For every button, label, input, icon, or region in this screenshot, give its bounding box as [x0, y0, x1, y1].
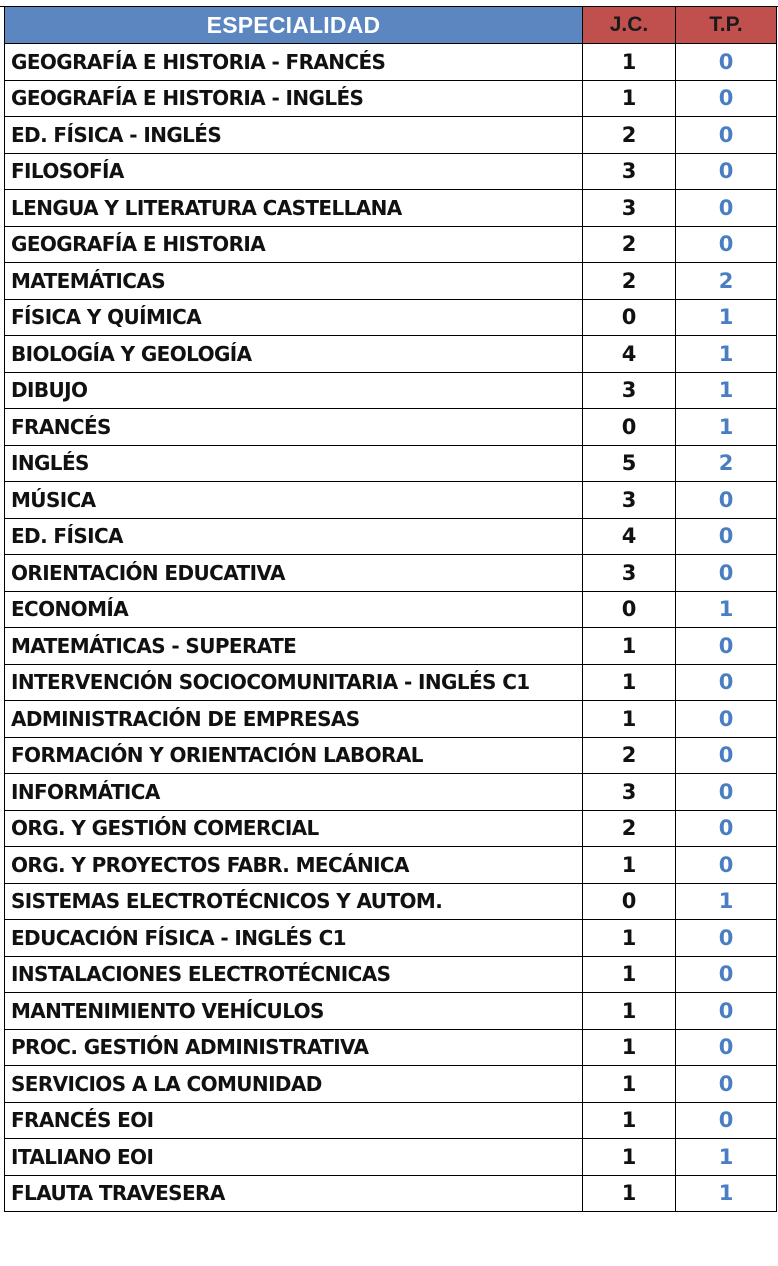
tp-cell: 0	[676, 226, 777, 263]
especialidad-cell: FÍSICA Y QUÍMICA	[5, 299, 583, 336]
jc-cell: 5	[583, 445, 676, 482]
jc-cell: 2	[583, 810, 676, 847]
table-row	[5, 445, 777, 482]
tp-cell: 0	[676, 190, 777, 227]
tp-cell: 1	[676, 372, 777, 409]
table-row	[5, 153, 777, 190]
table-row	[5, 409, 777, 446]
table-row	[5, 555, 777, 592]
jc-cell: 1	[583, 44, 676, 81]
tp-cell: 0	[676, 1102, 777, 1139]
especialidad-cell: ECONOMÍA	[5, 591, 583, 628]
especialidad-cell: ORG. Y GESTIÓN COMERCIAL	[5, 810, 583, 847]
tp-cell: 1	[676, 883, 777, 920]
jc-cell: 1	[583, 1139, 676, 1176]
especialidad-cell: FORMACIÓN Y ORIENTACIÓN LABORAL	[5, 737, 583, 774]
jc-cell: 0	[583, 409, 676, 446]
jc-cell: 3	[583, 372, 676, 409]
table-row	[5, 920, 777, 957]
tp-cell: 1	[676, 1139, 777, 1176]
table-body	[5, 44, 777, 1212]
jc-cell: 1	[583, 1066, 676, 1103]
table-row	[5, 190, 777, 227]
jc-cell: 2	[583, 263, 676, 300]
especialidad-cell: SERVICIOS A LA COMUNIDAD	[5, 1066, 583, 1103]
table-row	[5, 1029, 777, 1066]
tp-cell: 0	[676, 555, 777, 592]
table-row	[5, 336, 777, 373]
especialidad-cell: ED. FÍSICA - INGLÉS	[5, 117, 583, 154]
jc-cell: 3	[583, 555, 676, 592]
table-row	[5, 372, 777, 409]
especialidad-cell: PROC. GESTIÓN ADMINISTRATIVA	[5, 1029, 583, 1066]
tp-cell: 0	[676, 664, 777, 701]
table-row	[5, 737, 777, 774]
tp-cell: 0	[676, 518, 777, 555]
table-row	[5, 1175, 777, 1212]
tp-cell: 2	[676, 263, 777, 300]
tp-cell: 0	[676, 847, 777, 884]
table-row	[5, 1102, 777, 1139]
especialidad-cell: ITALIANO EOI	[5, 1139, 583, 1176]
tp-cell: 0	[676, 1029, 777, 1066]
table-row	[5, 117, 777, 154]
especialidad-cell: MÚSICA	[5, 482, 583, 519]
jc-cell: 2	[583, 226, 676, 263]
jc-cell: 0	[583, 591, 676, 628]
especialidad-cell: SISTEMAS ELECTROTÉCNICOS Y AUTOM.	[5, 883, 583, 920]
especialidad-cell: ORG. Y PROYECTOS FABR. MECÁNICA	[5, 847, 583, 884]
especialidad-cell: GEOGRAFÍA E HISTORIA	[5, 226, 583, 263]
tp-cell: 0	[676, 628, 777, 665]
header-row	[5, 7, 777, 44]
table-row	[5, 44, 777, 81]
jc-cell: 1	[583, 701, 676, 738]
tp-cell: 0	[676, 810, 777, 847]
tp-cell: 0	[676, 1066, 777, 1103]
jc-cell: 2	[583, 117, 676, 154]
jc-cell: 4	[583, 336, 676, 373]
jc-cell: 1	[583, 628, 676, 665]
table-row	[5, 847, 777, 884]
especialidad-cell: GEOGRAFÍA E HISTORIA - INGLÉS	[5, 80, 583, 117]
table-row	[5, 299, 777, 336]
tp-cell: 1	[676, 591, 777, 628]
table-row	[5, 482, 777, 519]
header-jc: J.C.	[583, 7, 676, 44]
tp-cell: 0	[676, 153, 777, 190]
especialidad-cell: DIBUJO	[5, 372, 583, 409]
jc-cell: 1	[583, 1102, 676, 1139]
jc-cell: 3	[583, 774, 676, 811]
table-row	[5, 810, 777, 847]
especialidad-cell: INGLÉS	[5, 445, 583, 482]
especialidad-cell: EDUCACIÓN FÍSICA - INGLÉS C1	[5, 920, 583, 957]
table-row	[5, 883, 777, 920]
tp-cell: 0	[676, 80, 777, 117]
jc-cell: 1	[583, 847, 676, 884]
tp-cell: 0	[676, 920, 777, 957]
table-row	[5, 1139, 777, 1176]
table-row	[5, 993, 777, 1030]
especialidad-cell: ORIENTACIÓN EDUCATIVA	[5, 555, 583, 592]
table-row	[5, 701, 777, 738]
tp-cell: 0	[676, 482, 777, 519]
especialidad-cell: INSTALACIONES ELECTROTÉCNICAS	[5, 956, 583, 993]
table-row	[5, 226, 777, 263]
especialidad-cell: ED. FÍSICA	[5, 518, 583, 555]
tp-cell: 1	[676, 336, 777, 373]
header-especialidad: ESPECIALIDAD	[5, 7, 583, 44]
tp-cell: 0	[676, 737, 777, 774]
header-tp: T.P.	[676, 7, 777, 44]
especialidad-cell: FILOSOFÍA	[5, 153, 583, 190]
jc-cell: 1	[583, 920, 676, 957]
table-row	[5, 664, 777, 701]
table-row	[5, 1066, 777, 1103]
tp-cell: 1	[676, 1175, 777, 1212]
jc-cell: 2	[583, 737, 676, 774]
jc-cell: 1	[583, 993, 676, 1030]
jc-cell: 1	[583, 80, 676, 117]
jc-cell: 4	[583, 518, 676, 555]
table-header	[5, 7, 777, 44]
table-row	[5, 263, 777, 300]
especialidad-cell: BIOLOGÍA Y GEOLOGÍA	[5, 336, 583, 373]
especialidad-cell: INFORMÁTICA	[5, 774, 583, 811]
tp-cell: 1	[676, 299, 777, 336]
tp-cell: 0	[676, 117, 777, 154]
jc-cell: 0	[583, 883, 676, 920]
table-row	[5, 518, 777, 555]
especialidad-cell: INTERVENCIÓN SOCIOCOMUNITARIA - INGLÉS C1	[5, 664, 583, 701]
jc-cell: 3	[583, 153, 676, 190]
jc-cell: 0	[583, 299, 676, 336]
jc-cell: 1	[583, 1029, 676, 1066]
tp-cell: 0	[676, 44, 777, 81]
especialidad-cell: FLAUTA TRAVESERA	[5, 1175, 583, 1212]
table-row	[5, 628, 777, 665]
tp-cell: 1	[676, 409, 777, 446]
tp-cell: 0	[676, 701, 777, 738]
jc-cell: 1	[583, 956, 676, 993]
especialidad-cell: ADMINISTRACIÓN DE EMPRESAS	[5, 701, 583, 738]
tp-cell: 0	[676, 956, 777, 993]
jc-cell: 3	[583, 190, 676, 227]
tp-cell: 2	[676, 445, 777, 482]
tp-cell: 0	[676, 774, 777, 811]
table-row	[5, 774, 777, 811]
specialty-table-sheet	[4, 6, 776, 1212]
especialidad-cell: LENGUA Y LITERATURA CASTELLANA	[5, 190, 583, 227]
jc-cell: 1	[583, 1175, 676, 1212]
especialidad-cell: FRANCÉS EOI	[5, 1102, 583, 1139]
specialty-table	[4, 6, 777, 1212]
table-row	[5, 591, 777, 628]
tp-cell: 0	[676, 993, 777, 1030]
especialidad-cell: MANTENIMIENTO VEHÍCULOS	[5, 993, 583, 1030]
especialidad-cell: GEOGRAFÍA E HISTORIA - FRANCÉS	[5, 44, 583, 81]
especialidad-cell: MATEMÁTICAS	[5, 263, 583, 300]
table-row	[5, 80, 777, 117]
jc-cell: 1	[583, 664, 676, 701]
especialidad-cell: FRANCÉS	[5, 409, 583, 446]
especialidad-cell: MATEMÁTICAS - SUPERATE	[5, 628, 583, 665]
jc-cell: 3	[583, 482, 676, 519]
table-row	[5, 956, 777, 993]
